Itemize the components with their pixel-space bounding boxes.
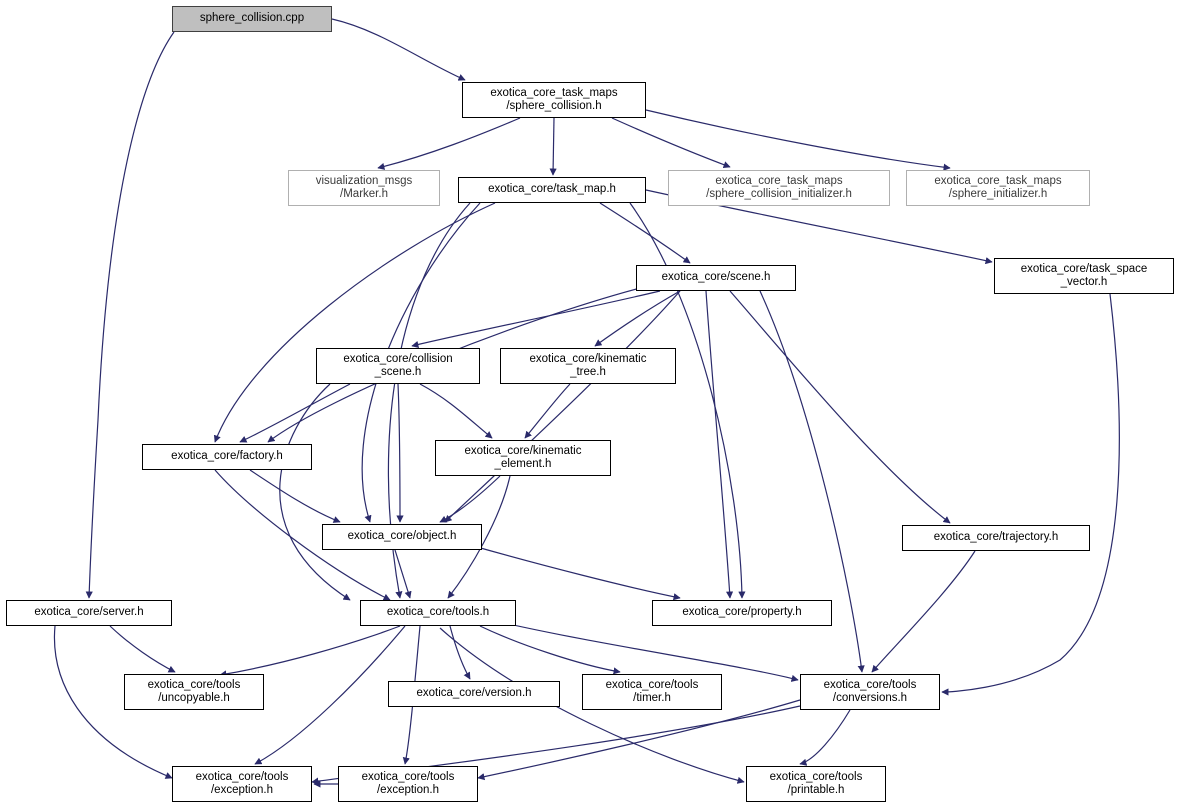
graph-edge xyxy=(332,19,465,80)
graph-edge xyxy=(240,384,350,442)
node-label-line1: exotica_core/collision xyxy=(343,352,453,365)
graph-node[interactable] xyxy=(338,766,478,802)
graph-edge xyxy=(420,384,492,438)
graph-node[interactable] xyxy=(322,524,482,550)
graph-node[interactable] xyxy=(800,674,940,710)
graph-edge xyxy=(630,203,742,598)
node-label-line1: exotica_core_task_maps xyxy=(490,86,618,99)
node-label-line2: _scene.h xyxy=(374,366,422,378)
node-label-line2: /conversions.h xyxy=(832,692,908,704)
node-label-line1: exotica_core/tools xyxy=(769,770,863,783)
graph-edge xyxy=(280,384,350,600)
graph-node[interactable] xyxy=(124,674,264,710)
node-label-line1: exotica_core/tools xyxy=(195,770,289,783)
graph-node[interactable] xyxy=(360,600,516,626)
graph-edge xyxy=(445,291,680,522)
graph-edge xyxy=(220,626,400,675)
node-label-line2: /timer.h xyxy=(633,692,671,704)
graph-edge xyxy=(378,118,520,168)
graph-edge xyxy=(600,203,690,263)
node-label-line1: exotica_core/tools xyxy=(605,678,699,691)
graph-edge xyxy=(440,476,500,522)
node-label-line2: /sphere_collision.h xyxy=(506,100,602,112)
graph-edge xyxy=(250,470,340,522)
node-label-line2: /Marker.h xyxy=(340,188,388,200)
node-label-line1: exotica_core/version.h xyxy=(416,687,532,700)
node-label-line1: exotica_core/scene.h xyxy=(661,271,771,284)
graph-node[interactable] xyxy=(388,681,560,707)
node-label-line1: exotica_core/object.h xyxy=(347,530,457,543)
graph-node[interactable] xyxy=(582,674,722,710)
graph-edge xyxy=(215,203,495,442)
graph-edge xyxy=(800,710,850,764)
node-label-line1: exotica_core/factory.h xyxy=(171,450,283,463)
graph-node[interactable] xyxy=(172,6,332,32)
graph-edge xyxy=(612,118,730,167)
graph-node[interactable] xyxy=(172,766,312,802)
graph-node[interactable] xyxy=(902,525,1090,551)
graph-node[interactable] xyxy=(652,600,832,626)
graph-edge xyxy=(595,291,680,346)
graph-node[interactable] xyxy=(142,444,312,470)
node-label-line2: _tree.h xyxy=(570,366,606,378)
graph-node[interactable] xyxy=(636,265,796,291)
node-label-line1: visualization_msgs xyxy=(315,174,413,187)
graph-edge xyxy=(500,622,798,680)
graph-node[interactable] xyxy=(435,440,611,476)
node-label-line1: exotica_core/kinematic xyxy=(464,444,582,457)
graph-edge xyxy=(398,384,400,522)
node-label-line1: exotica_core/kinematic xyxy=(529,352,647,365)
node-label-line2: /sphere_initializer.h xyxy=(948,188,1048,200)
node-label-line2: /exception.h xyxy=(210,784,273,796)
node-label-line1: exotica_core_task_maps xyxy=(934,174,1062,187)
graph-edge xyxy=(470,545,680,598)
graph-node[interactable] xyxy=(316,348,480,384)
graph-node[interactable] xyxy=(994,258,1174,294)
graph-edge xyxy=(553,118,554,175)
node-label-line1: exotica_core/task_map.h xyxy=(488,183,616,196)
graph-edge xyxy=(450,626,470,679)
graph-edge xyxy=(110,626,175,672)
node-label-line1: exotica_core/tools.h xyxy=(386,606,490,619)
graph-edge xyxy=(942,294,1119,692)
graph-edge xyxy=(89,32,174,598)
node-label-line2: _vector.h xyxy=(1060,276,1108,288)
graph-edge xyxy=(706,291,730,598)
node-label-line2: _element.h xyxy=(494,458,552,470)
node-label-line1: sphere_collision.cpp xyxy=(199,12,305,25)
graph-edge xyxy=(525,384,570,438)
graph-edge xyxy=(395,550,410,598)
node-label-line2: /printable.h xyxy=(787,784,845,796)
graph-edge xyxy=(255,626,405,764)
graph-edge xyxy=(730,291,950,523)
graph-node[interactable] xyxy=(6,600,172,626)
graph-node[interactable] xyxy=(668,170,890,206)
node-label-line1: exotica_core/tools xyxy=(147,678,241,691)
graph-edge xyxy=(412,291,660,346)
graph-edge xyxy=(872,551,975,672)
node-label-line1: exotica_core/trajectory.h xyxy=(933,531,1059,544)
node-label-line2: /uncopyable.h xyxy=(158,692,230,704)
graph-node[interactable] xyxy=(458,177,646,203)
node-label-line1: exotica_core/property.h xyxy=(682,606,802,619)
graph-node[interactable] xyxy=(462,82,646,118)
node-label-line2: /exception.h xyxy=(376,784,439,796)
graph-node[interactable] xyxy=(746,766,886,802)
node-label-line1: exotica_core/tools xyxy=(823,678,917,691)
node-label-line1: exotica_core/task_space xyxy=(1020,262,1148,275)
node-label-line1: exotica_core_task_maps xyxy=(715,174,843,187)
node-label-line1: exotica_core/tools xyxy=(361,770,455,783)
graph-edge xyxy=(646,110,950,168)
node-label-line2: /sphere_collision_initializer.h xyxy=(706,188,852,200)
graph-edge xyxy=(480,626,620,672)
graph-node[interactable] xyxy=(906,170,1090,206)
node-label-line1: exotica_core/server.h xyxy=(34,606,144,619)
graph-node[interactable] xyxy=(288,170,440,206)
graph-node[interactable] xyxy=(500,348,676,384)
